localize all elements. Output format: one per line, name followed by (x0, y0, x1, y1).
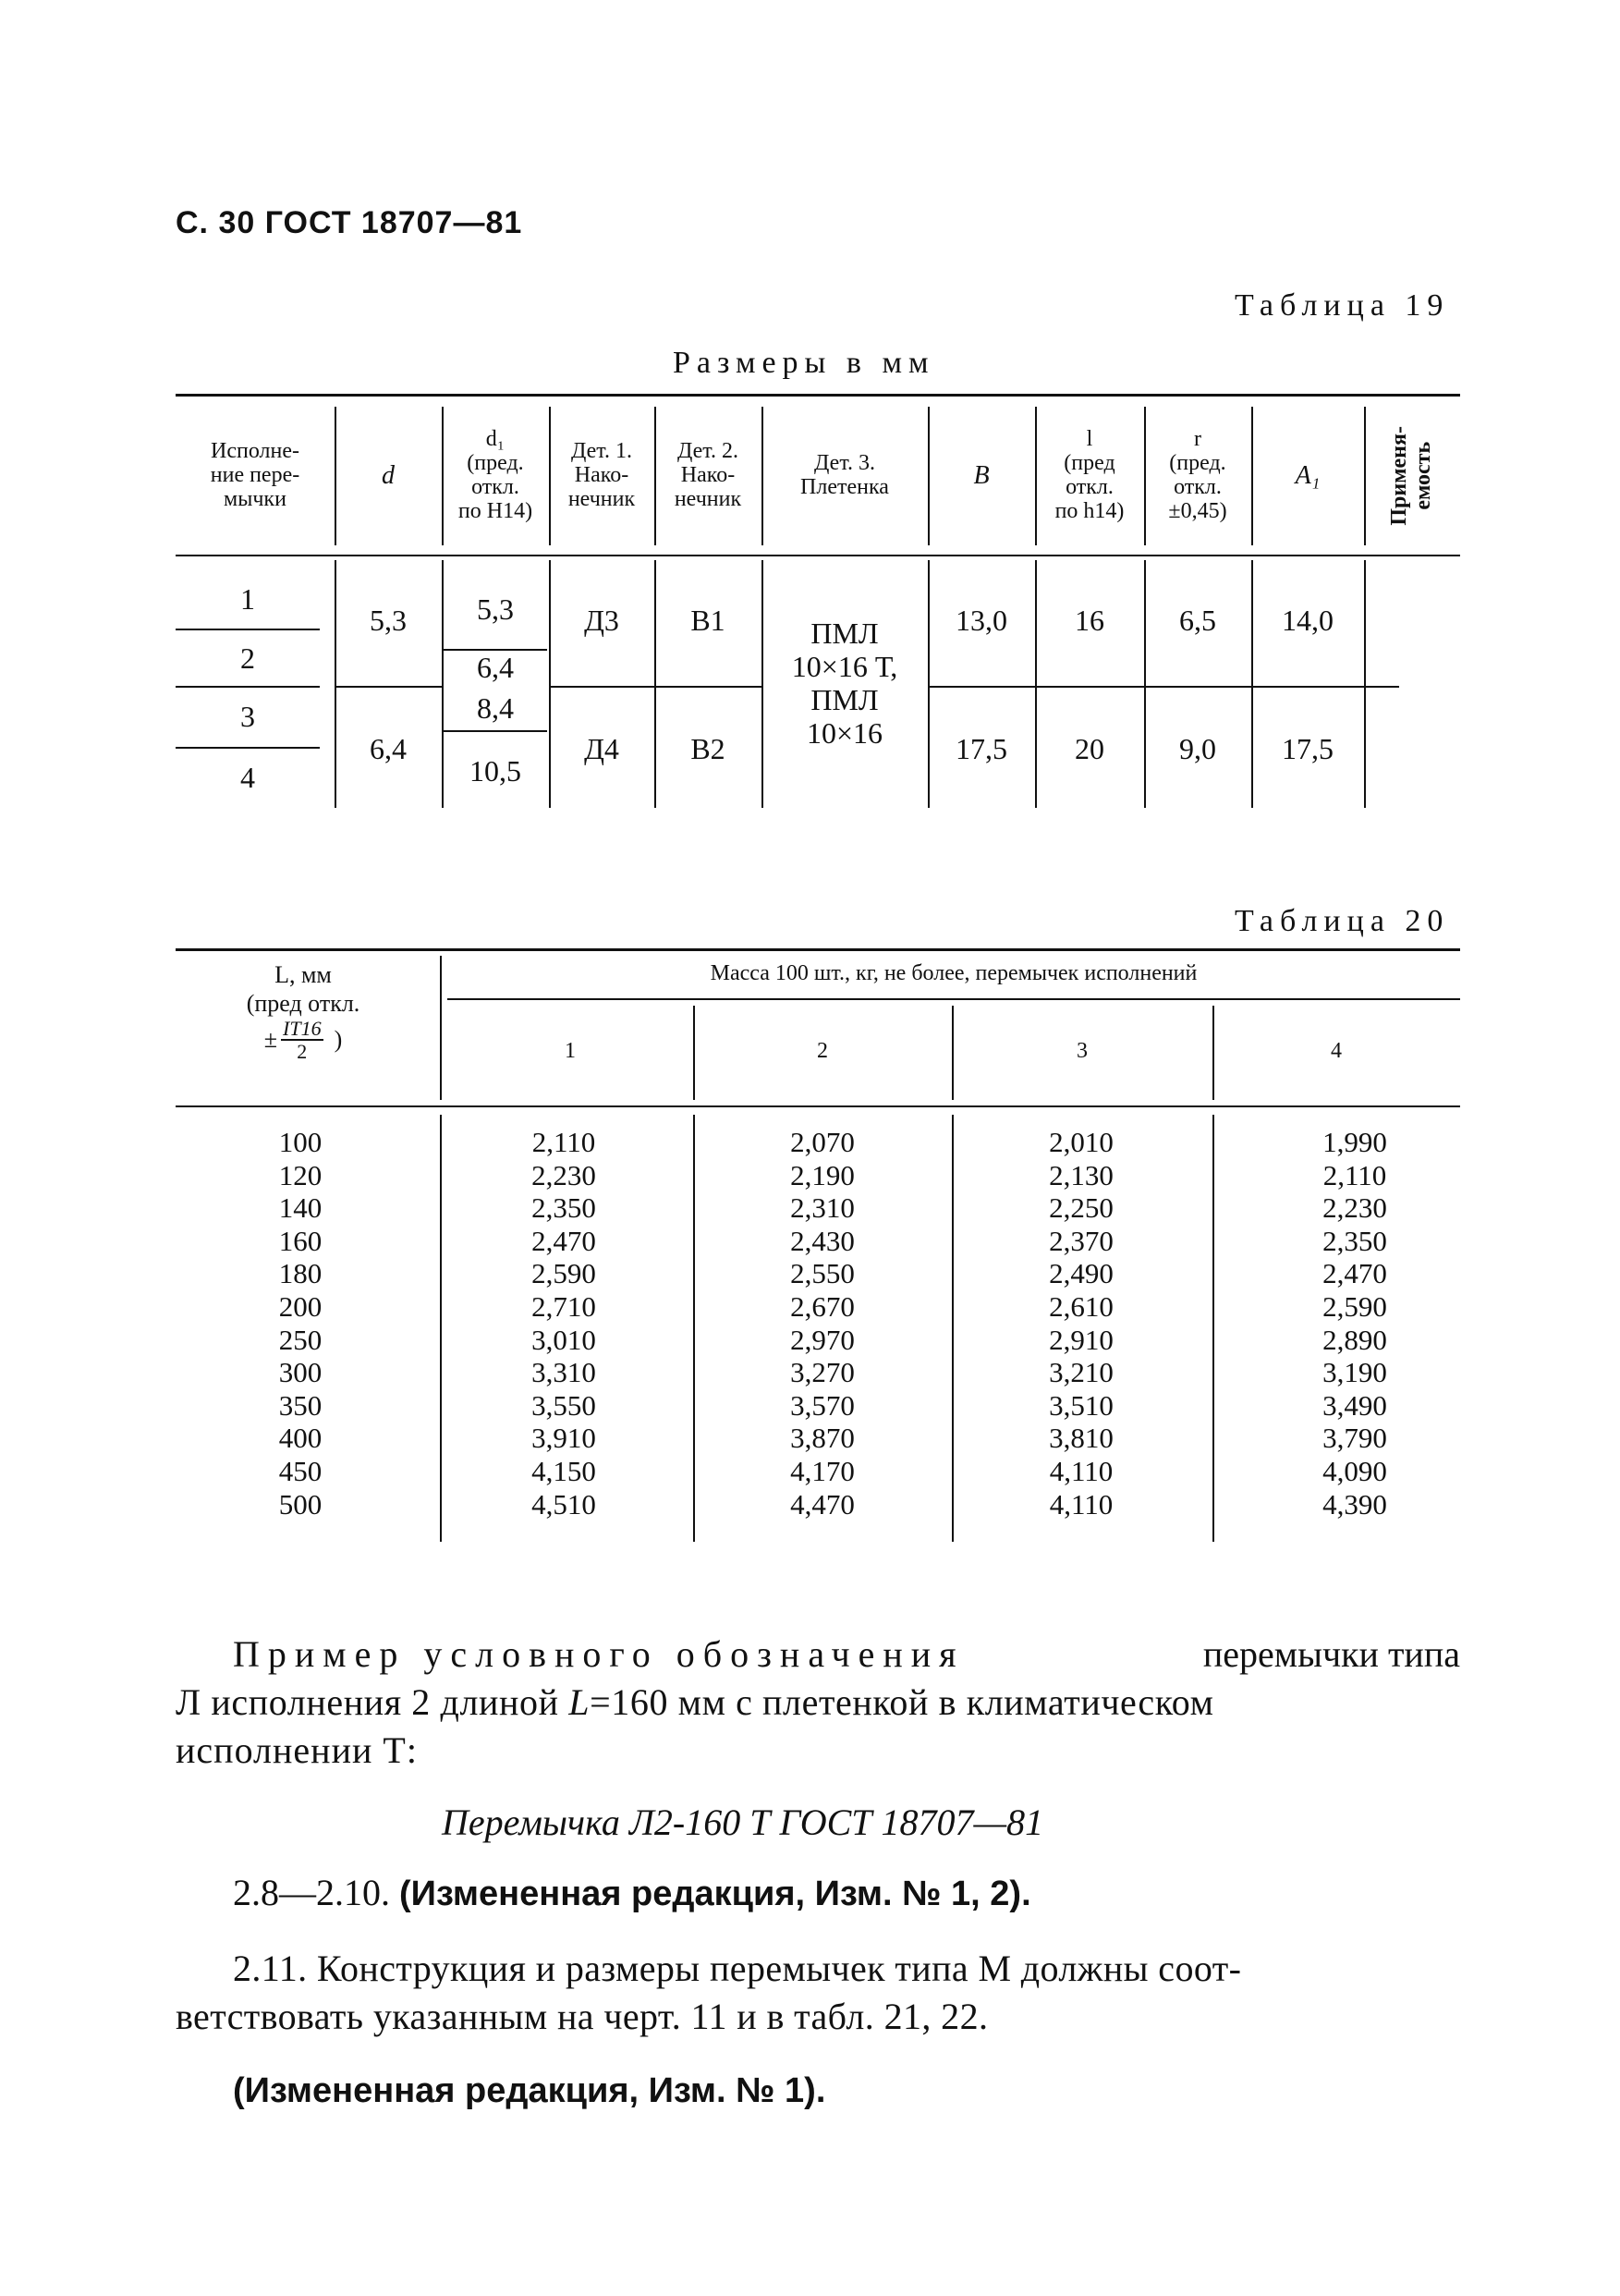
mass-4-1: 2,110 (1322, 1158, 1387, 1191)
para-2-11-line-2: ветствовать указанным на черт. 11 и в табл. 21, 22. (176, 1996, 989, 2037)
table-20-sub-rule (447, 998, 1460, 1000)
header-L-text: L, мм (пред откл. (246, 961, 360, 1017)
L-value-8: 350 (278, 1388, 323, 1422)
header-L (176, 961, 431, 1063)
header-l: l (пред откл. по h14) (1054, 427, 1125, 523)
example-line-3: исполнении Т: (176, 1729, 418, 1771)
example-rest: перемычки типа (1202, 1633, 1460, 1675)
example-spaced: Пример условного обозначения (233, 1633, 965, 1675)
mass-4-5: 2,590 (1322, 1289, 1387, 1323)
mass-1-5: 2,710 (531, 1289, 596, 1323)
mass-2-6: 2,970 (790, 1323, 855, 1356)
mass-1-6: 3,010 (531, 1323, 596, 1356)
header-col-2: 2 (817, 1039, 828, 1064)
table-19-units: Размеры в мм (673, 346, 935, 380)
header-det1: Дет. 1. Нако- нечник (567, 439, 636, 511)
para-2-8-num: 2.8—2.10. (233, 1872, 399, 1913)
mass-4-0: 1,990 (1322, 1126, 1387, 1158)
header-primenyaemost-cell (1364, 397, 1460, 555)
header-L-close: ) (334, 1026, 343, 1054)
table-20-top-rule (176, 948, 1460, 951)
cell-d-1: 5,3 (370, 603, 407, 637)
cell-isp-4: 4 (240, 760, 255, 794)
header-L-frac-den: 2 (297, 1040, 308, 1064)
mass-2-1: 2,190 (790, 1158, 855, 1191)
L-value-9: 400 (278, 1422, 323, 1455)
mass-3-9: 3,810 (1049, 1422, 1114, 1455)
mass-2-10: 4,170 (790, 1454, 855, 1487)
L-value-1: 120 (278, 1158, 323, 1191)
mass-2-0: 2,070 (790, 1126, 855, 1158)
column-L-values (250, 1126, 351, 1520)
mass-1-4: 2,590 (531, 1257, 596, 1290)
mass-3-0: 2,010 (1049, 1126, 1114, 1158)
mass-1-0: 2,110 (531, 1126, 596, 1158)
table-19-label: Таблица 19 (1235, 288, 1450, 323)
mass-3-10: 4,110 (1049, 1454, 1114, 1487)
header-d: d (382, 460, 395, 490)
cell-B-1: 13,0 (956, 603, 1007, 637)
header-mass: Масса 100 шт., кг, не более, перемычек исполнений (710, 961, 1198, 986)
mass-2-4: 2,550 (790, 1257, 855, 1290)
mass-3-5: 2,610 (1049, 1289, 1114, 1323)
example-line-1 (233, 1630, 1460, 1679)
mass-2-9: 3,870 (790, 1422, 855, 1455)
cell-isp-3: 3 (240, 699, 255, 733)
example-line-2b: =160 мм с плетенкой в климатическом (590, 1681, 1214, 1723)
mass-3-4: 2,490 (1049, 1257, 1114, 1290)
L-value-11: 500 (278, 1487, 323, 1520)
mass-4-6: 2,890 (1322, 1323, 1387, 1356)
cell-d1-3: 8,4 (477, 690, 514, 725)
column-mass-2 (758, 1126, 887, 1520)
cell-d1-1: 5,3 (477, 592, 514, 626)
row-sep (176, 686, 320, 688)
table-19-top-rule (176, 394, 1460, 397)
header-col-3: 3 (1077, 1039, 1088, 1064)
header-L-fraction (281, 1018, 323, 1062)
example-line-2 (176, 1679, 1460, 1727)
mass-4-8: 3,490 (1322, 1388, 1387, 1422)
mass-2-2: 2,310 (790, 1191, 855, 1225)
para-2-11-line-1: 2.11. Конструкция и размеры перемычек типа М должны соот- (233, 1948, 1242, 1989)
header-primenyaemost: Применя- емость (1387, 426, 1435, 526)
cell-isp-2: 2 (240, 641, 255, 675)
cell-A1-1: 14,0 (1282, 603, 1334, 637)
L-value-6: 250 (278, 1323, 323, 1356)
cell-det1-2: Д4 (584, 731, 619, 765)
L-value-4: 180 (278, 1257, 323, 1290)
mass-2-11: 4,470 (790, 1487, 855, 1520)
row-sep (335, 686, 442, 688)
cell-l-1: 16 (1075, 603, 1104, 637)
example-line-2a: Л исполнения 2 длиной (176, 1681, 569, 1723)
cell-det2-1: В1 (690, 603, 725, 637)
para-2-8 (233, 1869, 1031, 1918)
para-2-8-bold: (Измененная редакция, Изм. № 1, 2). (399, 1875, 1031, 1913)
header-r: r (пред. откл. ±0,45) (1168, 427, 1227, 523)
mass-1-9: 3,910 (531, 1422, 596, 1455)
cell-det1-1: Д3 (584, 603, 619, 637)
cell-d1-4: 10,5 (469, 753, 521, 788)
cell-d-2: 6,4 (370, 731, 407, 765)
L-value-7: 300 (278, 1356, 323, 1389)
L-value-10: 450 (278, 1454, 323, 1487)
mass-4-11: 4,390 (1322, 1487, 1387, 1520)
header-L-pm: ± (263, 1026, 278, 1054)
table-19-header-rule (176, 555, 1460, 556)
column-mass-4 (1290, 1126, 1419, 1520)
column-mass-1 (499, 1126, 628, 1520)
mass-3-8: 3,510 (1049, 1388, 1114, 1422)
designation: Перемычка Л2-160 Т ГОСТ 18707—81 (442, 1801, 1044, 1843)
cell-r-1: 6,5 (1179, 603, 1216, 637)
row-sep (176, 747, 320, 749)
table-20-header-rule (176, 1105, 1460, 1107)
mass-2-7: 3,270 (790, 1356, 855, 1389)
L-value-3: 160 (278, 1224, 323, 1257)
cell-B-2: 17,5 (956, 731, 1007, 765)
cell-det2-2: В2 (690, 731, 725, 765)
mass-2-5: 2,670 (790, 1289, 855, 1323)
cell-r-2: 9,0 (1179, 731, 1216, 765)
header-det3: Дет. 3. Плетенка (800, 451, 889, 499)
mass-3-1: 2,130 (1049, 1158, 1114, 1191)
row-sep (176, 629, 320, 630)
mass-1-11: 4,510 (531, 1487, 596, 1520)
para-2-11-bold: (Измененная редакция, Изм. № 1). (233, 2071, 826, 2110)
column-mass-3 (1017, 1126, 1146, 1520)
mass-1-10: 4,150 (531, 1454, 596, 1487)
mass-3-6: 2,910 (1049, 1323, 1114, 1356)
mass-1-2: 2,350 (531, 1191, 596, 1225)
row-sep (928, 686, 1399, 688)
header-A1: A₁ (1295, 460, 1321, 490)
cell-l-2: 20 (1075, 731, 1104, 765)
cell-isp-1: 1 (240, 581, 255, 616)
L-value-2: 140 (278, 1191, 323, 1225)
cell-d1-2: 6,4 (477, 650, 514, 684)
mass-1-8: 3,550 (531, 1388, 596, 1422)
table-20-label: Таблица 20 (1235, 904, 1450, 938)
mass-4-2: 2,230 (1322, 1191, 1387, 1225)
mass-4-3: 2,350 (1322, 1224, 1387, 1257)
page-header: С. 30 ГОСТ 18707—81 (176, 205, 523, 240)
header-d1: d₁ (пред. откл. по H14) (457, 427, 533, 523)
mass-3-2: 2,250 (1049, 1191, 1114, 1225)
L-value-0: 100 (278, 1126, 323, 1158)
mass-3-3: 2,370 (1049, 1224, 1114, 1257)
L-value-5: 200 (278, 1289, 323, 1323)
mass-2-8: 3,570 (790, 1388, 855, 1422)
mass-1-3: 2,470 (531, 1224, 596, 1257)
cell-det3: ПМЛ 10×16 Т, ПМЛ 10×16 (791, 617, 898, 750)
mass-1-7: 3,310 (531, 1356, 596, 1389)
mass-4-4: 2,470 (1322, 1257, 1387, 1290)
header-L-frac-num: IT16 (283, 1017, 322, 1041)
header-col-1: 1 (565, 1039, 576, 1064)
example-L-symbol: L (568, 1681, 591, 1723)
mass-4-10: 4,090 (1322, 1454, 1387, 1487)
header-B: B (973, 460, 990, 490)
mass-3-11: 4,110 (1049, 1487, 1114, 1520)
mass-4-7: 3,190 (1322, 1356, 1387, 1389)
mass-1-1: 2,230 (531, 1158, 596, 1191)
header-det2: Дет. 2. Нако- нечник (674, 439, 742, 511)
header-L-tolerance (176, 1018, 431, 1062)
cell-A1-2: 17,5 (1282, 731, 1334, 765)
mass-2-3: 2,430 (790, 1224, 855, 1257)
header-col-4: 4 (1331, 1039, 1342, 1064)
mass-3-7: 3,210 (1049, 1356, 1114, 1389)
row-sep (442, 730, 547, 732)
header-ispolnenie: Исполне- ние пере- мычки (210, 439, 300, 511)
mass-4-9: 3,790 (1322, 1422, 1387, 1455)
